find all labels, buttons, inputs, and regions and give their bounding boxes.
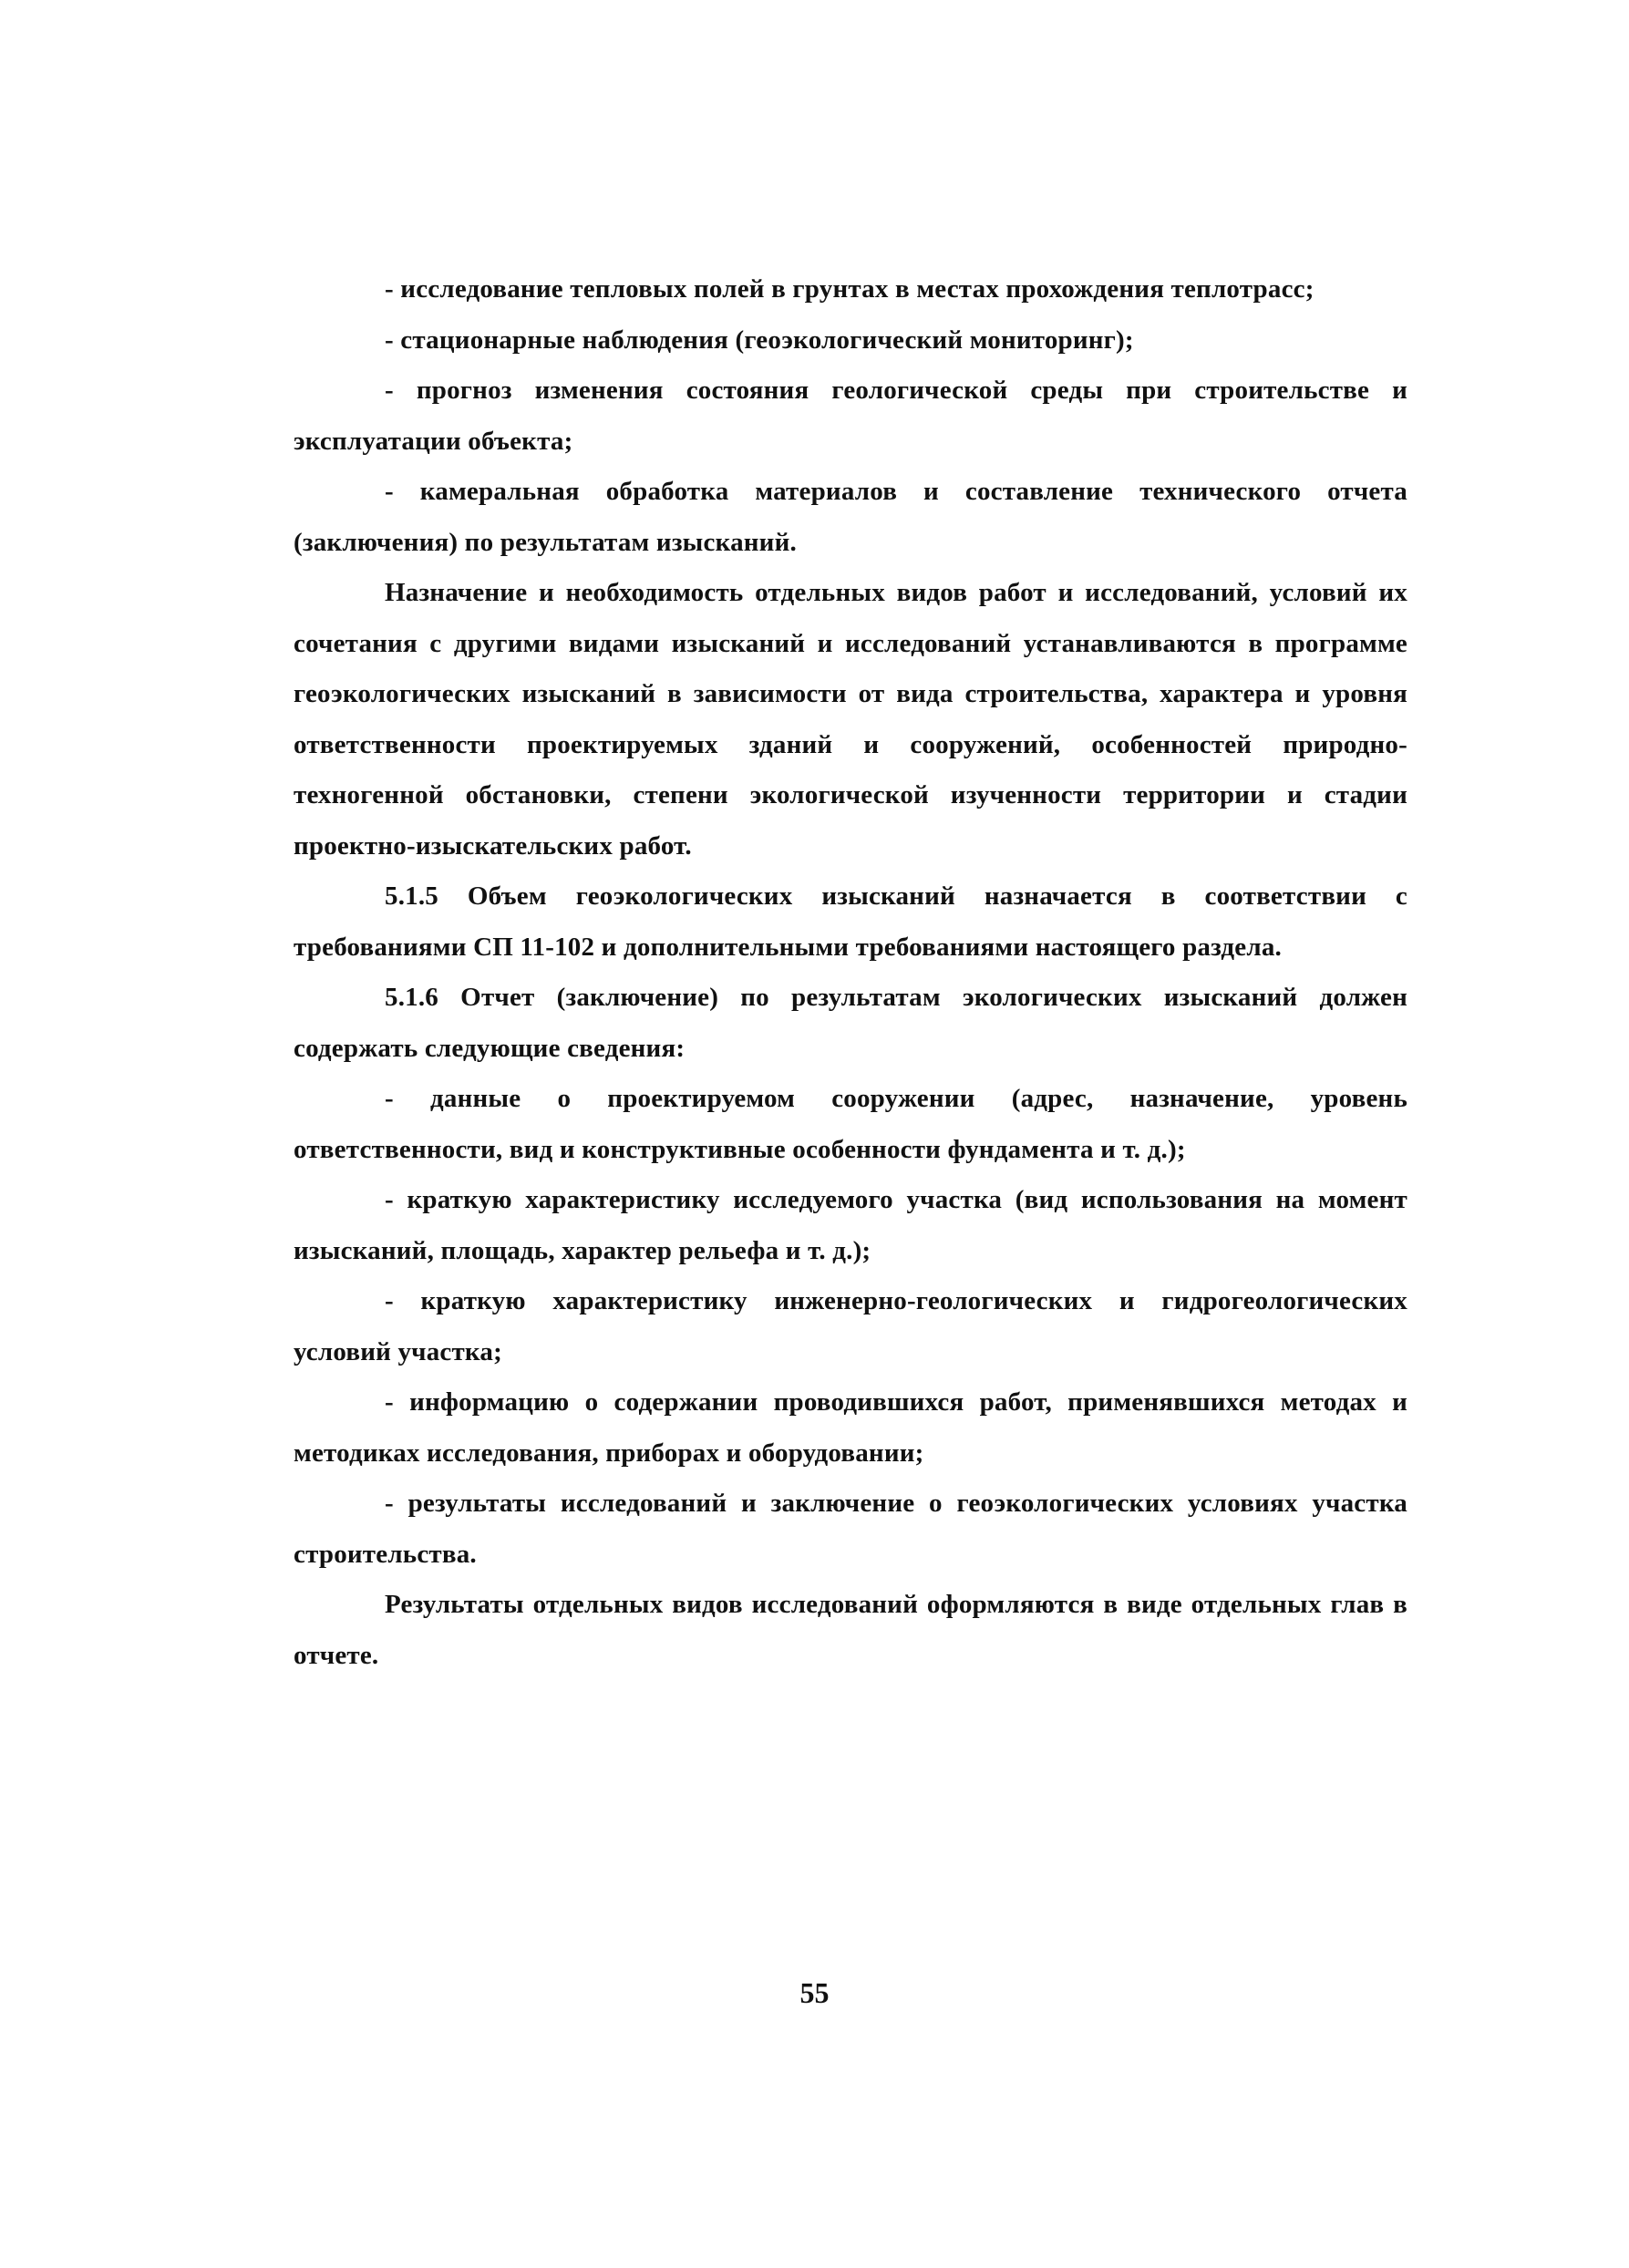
- paragraph-structure-data: - данные о проектируемом сооружении (адрес, назначение, уровень ответственности, вид и конструктивные особенности фундамента и т. д.);: [294, 1084, 1407, 1164]
- document-body: [294, 264, 1407, 1681]
- paragraph-geological-conditions: - краткую характеристику инженерно-геологических и гидрогеологических условий участка;: [294, 1286, 1407, 1366]
- paragraph-purpose: Назначение и необходимость отдельных видов работ и исследований, условий их сочетания с другими видами изысканий и исследований устанавливаются в программе геоэкологических изысканий в зависимости от вида строительства, характера и уровня ответственности проектируемых зданий и сооружений, особенностей природно-техногенной обстановки, степени экологической изученности территории и стадии проектно-изыскательских работ.: [294, 578, 1407, 861]
- paragraph-report-chapters: Результаты отдельных видов исследований оформляются в виде отдельных глав в отчете.: [294, 1590, 1407, 1670]
- paragraph-stationary-observations: - стационарные наблюдения (геоэкологический мониторинг);: [385, 325, 1134, 355]
- paragraph-results: - результаты исследований и заключение о геоэкологических условиях участка строительства.: [294, 1489, 1407, 1569]
- paragraph-5-1-5: 5.1.5 Объем геоэкологических изысканий назначается в соответствии с требованиями СП 11-102 и дополнительными требованиями настоящего раздела.: [294, 881, 1407, 962]
- page-number: 55: [799, 1976, 830, 2009]
- paragraph-forecast: - прогноз изменения состояния геологической среды при строительстве и эксплуатации объекта;: [294, 376, 1407, 456]
- paragraph-5-1-6: 5.1.6 Отчет (заключение) по результатам экологических изысканий должен содержать следующие сведения:: [294, 983, 1407, 1063]
- paragraph-office-processing: - камеральная обработка материалов и составление технического отчета (заключения) по результатам изысканий.: [294, 477, 1407, 557]
- paragraph-site-description: - краткую характеристику исследуемого участка (вид использования на момент изысканий, площадь, характер рельефа и т. д.);: [294, 1185, 1407, 1265]
- paragraph-work-information: - информацию о содержании проводившихся работ, применявшихся методах и методиках исследования, приборах и оборудовании;: [294, 1387, 1407, 1468]
- paragraph-thermal-fields: - исследование тепловых полей в грунтах в местах прохождения теплотрасс;: [385, 274, 1315, 304]
